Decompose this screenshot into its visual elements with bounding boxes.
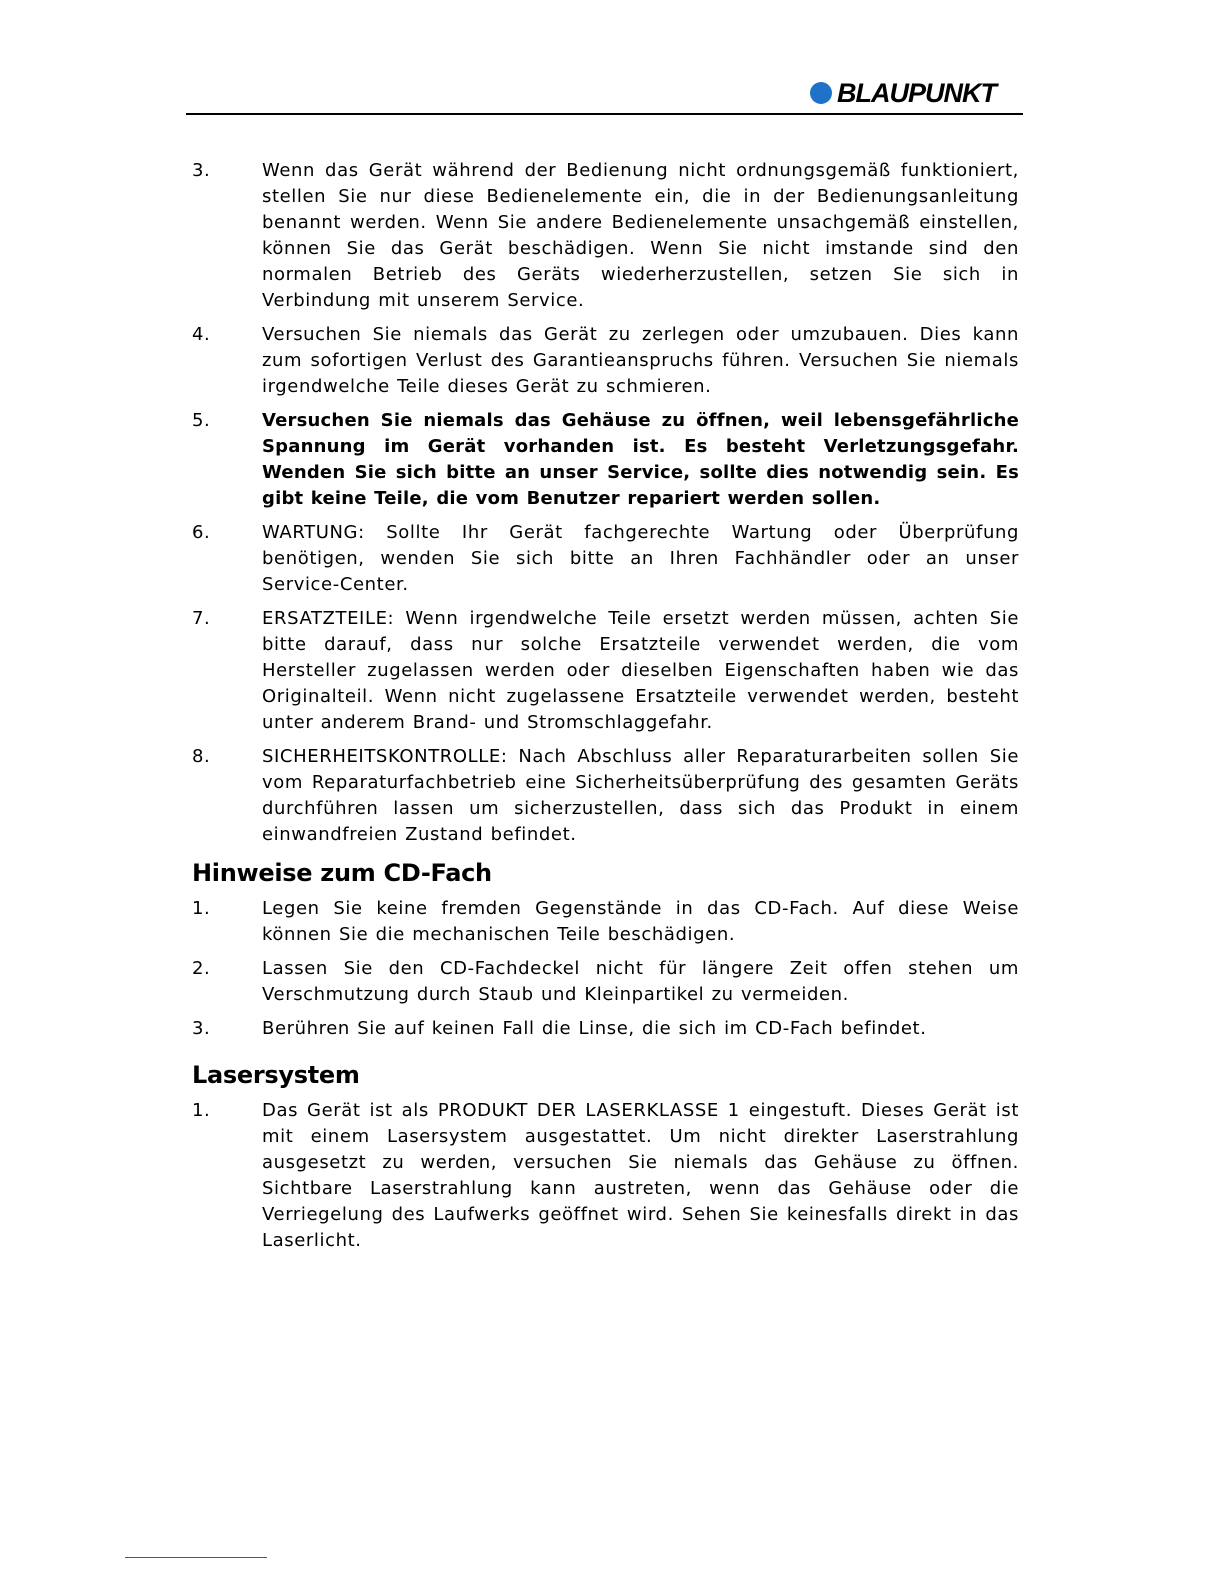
item-number: 3. xyxy=(192,1018,211,1039)
item-number: 1. xyxy=(192,1100,211,1121)
list-item xyxy=(192,1016,1019,1042)
item-text: Berühren Sie auf keinen Fall die Linse, die sich im CD-Fach befindet. xyxy=(262,1018,927,1039)
item-text: Versuchen Sie niemals das Gerät zu zerlegen oder umzubauen. Dies kann zum sofortigen Verlust des Garantieanspruchs führen. Versuchen Sie niemals irgendwelche Teile dieses Gerät zu schmieren. xyxy=(262,324,1019,397)
list-item xyxy=(192,322,1019,400)
laser-section-heading: Lasersystem xyxy=(192,1061,360,1089)
item-number: 4. xyxy=(192,324,211,345)
item-number: 1. xyxy=(192,898,211,919)
item-text: SICHERHEITSKONTROLLE: Nach Abschluss aller Reparaturarbeiten sollen Sie vom Reparaturfachbetrieb eine Sicherheitsüberprüfung des gesamten Geräts durchführen lassen um sicherzustellen, dass sich das Produkt in einem einwandfreien Zustand befindet. xyxy=(262,746,1019,845)
item-text: ERSATZTEILE: Wenn irgendwelche Teile ersetzt werden müssen, achten Sie bitte darauf, dass nur solche Ersatzteile verwendet werden, die vom Hersteller zugelassen werden oder dieselben Eigenschaften haben wie das Originalteil. Wenn nicht zugelassene Ersatzteile verwendet werden, besteht unter anderem Brand- und Stromschlaggefahr. xyxy=(262,608,1019,733)
item-number: 3. xyxy=(192,160,211,181)
brand-logo xyxy=(810,78,1025,108)
list-item xyxy=(192,520,1019,598)
brand-name: BLAUPUNKT xyxy=(837,78,996,108)
item-text: Wenn das Gerät während der Bedienung nicht ordnungsgemäß funktioniert, stellen Sie nur diese Bedienelemente ein, die in der Bedienungsanleitung benannt werden. Wenn Sie andere Bedienelemente unsachgemäß einstellen, können Sie das Gerät beschädigen. Wenn Sie nicht imstande sind den normalen Betrieb des Geräts wiederherzustellen, setzen Sie sich in Verbindung mit unserem Service. xyxy=(262,160,1019,311)
item-text: Das Gerät ist als PRODUKT DER LASERKLASSE 1 eingestuft. Dieses Gerät ist mit einem Lasersystem ausgestattet. Um nicht direkter Laserstrahlung ausgesetzt zu werden, versuchen Sie niemals das Gehäuse zu öffnen. Sichtbare Laserstrahlung kann austreten, wenn das Gehäuse oder die Verriegelung des Laufwerks geöffnet wird. Sehen Sie keinesfalls direkt in das Laserlicht. xyxy=(262,1100,1019,1251)
item-number: 2. xyxy=(192,958,211,979)
list-item-warning xyxy=(192,408,1019,512)
page-content xyxy=(192,158,1019,1262)
list-item xyxy=(192,158,1019,314)
item-text: WARTUNG: Sollte Ihr Gerät fachgerechte Wartung oder Überprüfung benötigen, wenden Sie sich bitte an Ihren Fachhändler oder an unser Service-Center. xyxy=(262,522,1019,595)
list-item xyxy=(192,606,1019,736)
list-item xyxy=(192,744,1019,848)
item-number: 7. xyxy=(192,608,211,629)
cd-section-heading: Hinweise zum CD-Fach xyxy=(192,859,492,887)
logo-dot-icon xyxy=(810,82,832,104)
item-number: 5. xyxy=(192,410,211,431)
list-item xyxy=(192,956,1019,1008)
footer-link-underline xyxy=(125,1557,267,1558)
header-divider xyxy=(186,113,1023,115)
item-text-bold: Versuchen Sie niemals das Gehäuse zu öffnen, weil lebensgefährliche Spannung im Gerät vorhanden ist. Es besteht Verletzungsgefahr. Wenden Sie sich bitte an unser Service, sollte dies notwendig sein. Es gibt keine Teile, die vom Benutzer repariert werden sollen. xyxy=(262,410,1019,509)
item-number: 8. xyxy=(192,746,211,767)
list-item xyxy=(192,896,1019,948)
item-text: Legen Sie keine fremden Gegenstände in das CD-Fach. Auf diese Weise können Sie die mechanischen Teile beschädigen. xyxy=(262,898,1019,945)
list-item xyxy=(192,1098,1019,1254)
item-text: Lassen Sie den CD-Fachdeckel nicht für längere Zeit offen stehen um Verschmutzung durch Staub und Kleinpartikel zu vermeiden. xyxy=(262,958,1019,1005)
item-number: 6. xyxy=(192,522,211,543)
